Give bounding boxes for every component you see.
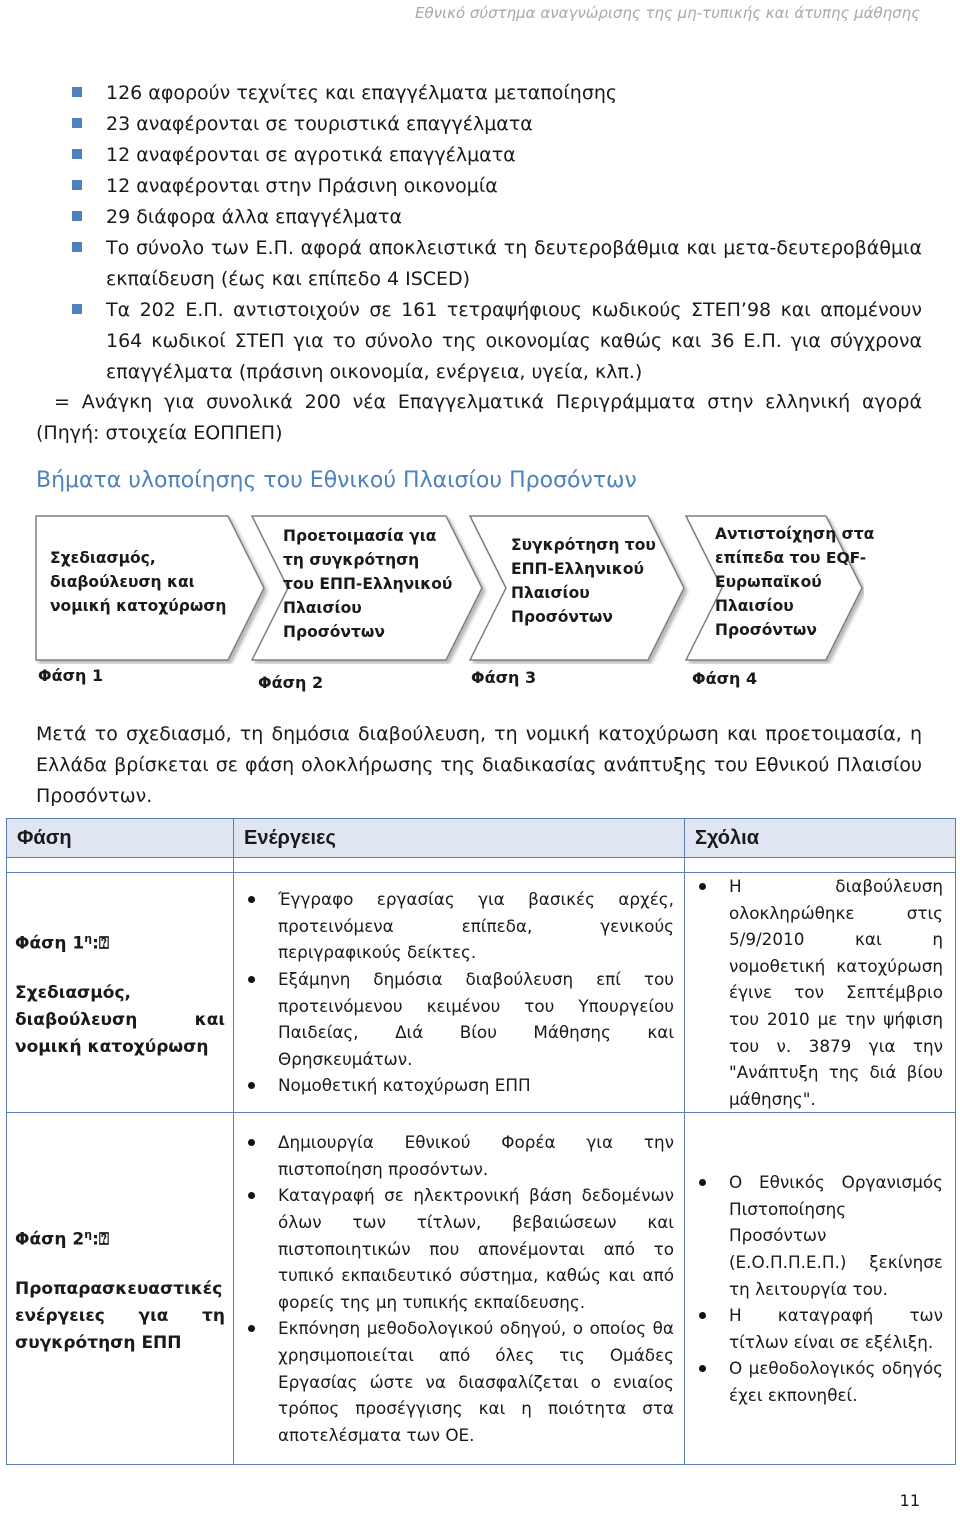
phase-3-label: Φάση 3 [471, 668, 537, 687]
bullet-item: 12 αναφέρονται στην Πράσινη οικονομία [70, 171, 922, 202]
table-header-row [7, 819, 956, 858]
phase-4-label: Φάση 4 [692, 669, 758, 688]
square-bullet-icon [72, 149, 82, 159]
bullet-dot-icon [248, 1192, 255, 1199]
header-actions: Ενέργειες [234, 819, 685, 858]
list-item: Εξάμηνη δημόσια διαβούλευση επί του προτεινόμενου κειμένου του Υπουργείου Παιδείας, Διά Βίου Μάθησης και Θρησκευμάτων. [240, 966, 674, 1072]
table-spacer-row [7, 858, 956, 873]
statistics-bullet-list [70, 78, 922, 388]
page-number: 11 [899, 1491, 920, 1510]
phase-2-label: Φάση 2 [258, 673, 324, 692]
running-header: Εθνικό σύστημα αναγνώρισης της μη-τυπικής και άτυπης μάθησης [415, 4, 920, 22]
phase-cell [7, 1113, 234, 1465]
bullet-dot-icon [248, 896, 255, 903]
square-bullet-icon [72, 180, 82, 190]
bullet-item: 23 αναφέρονται σε τουριστικά επαγγέλματα [70, 109, 922, 140]
phase-cell [7, 873, 234, 1113]
phase-number: Φάση $1^\eta:⍰$ [15, 931, 110, 954]
square-bullet-icon [72, 242, 82, 252]
bullet-dot-icon [699, 1179, 706, 1186]
step-1-text: Σχεδιασμός, διαβούλευση και νομική κατοχύρωση [50, 549, 227, 615]
list-item: Νομοθετική κατοχύρωση ΕΠΠ [240, 1072, 674, 1099]
list-item: Καταγραφή σε ηλεκτρονική βάση δεδομένων όλων των τίτλων, βεβαιώσεων και πιστοποιητικών που απονέμονται από το τυπικό εκπαιδευτικό σύστημα, καθώς και από φορείς της μη τυπικής εκπαίδευσης. [240, 1182, 674, 1315]
bullet-item: Τα 202 Ε.Π. αντιστοιχούν σε 161 τετραψήφιους κωδικούς ΣΤΕΠ’98 και απομένουν 164 κωδικοί ΣΤΕΠ για το σύνολο της οικονομίας καθώς και 36 Ε.Π. για σύγχρονα επαγγέλματα (πράσινη οικονομία, ενέργεια, υγεία, κλπ.) [70, 295, 922, 388]
section-title: Βήματα υλοποίησης του Εθνικού Πλαισίου Προσόντων [36, 468, 637, 493]
bullet-item: Το σύνολο των Ε.Π. αφορά αποκλειστικά τη δευτεροβάθμια και μετα-δευτεροβάθμια εκπαίδευση (έως και επίπεδο 4 ISCED) [70, 233, 922, 295]
bullet-dot-icon [248, 1325, 255, 1332]
list-item: Έγγραφο εργασίας για βασικές αρχές, προτεινόμενα επίπεδα, γενικούς περιγραφικούς δείκτες. [240, 886, 674, 966]
comments-cell [685, 873, 956, 1113]
phase-title: Σχεδιασμός, διαβούλευση και νομική κατοχύρωση [15, 982, 225, 1057]
comments-cell [685, 1113, 956, 1465]
square-bullet-icon [72, 87, 82, 97]
bullet-dot-icon [699, 1365, 706, 1372]
bullet-dot-icon [248, 976, 255, 983]
bullet-dot-icon [248, 1082, 255, 1089]
actions-cell [234, 873, 685, 1113]
summary-paragraph: Μετά το σχεδιασμό, τη δημόσια διαβούλευση, τη νομική κατοχύρωση και προετοιμασία, η Ελλάδα βρίσκεται σε φάση ολοκλήρωσης της διαδικασίας ανάπτυξης του Εθνικού Πλαισίου Προσόντων. [36, 723, 922, 807]
bullet-dot-icon [699, 883, 706, 890]
actions-cell [234, 1113, 685, 1465]
bullet-dot-icon [248, 1139, 255, 1146]
phases-table [6, 818, 956, 1465]
step-3-text: Συγκρότηση του ΕΠΠ-Ελληνικού Πλαισίου Προσόντων [511, 536, 656, 626]
step-4-text: Αντιστοίχηση στα επίπεδα του EQF-Ευρωπαϊκού Πλαισίου Προσόντων [715, 525, 875, 639]
list-item: Ο μεθοδολογικός οδηγός έχει εκπονηθεί. [691, 1355, 943, 1408]
step-2-text: Προετοιμασία για τη συγκρότηση του ΕΠΠ-Ελληνικού Πλαισίου Προσόντων [283, 527, 453, 641]
square-bullet-icon [72, 304, 82, 314]
bullet-dot-icon [699, 1312, 706, 1319]
header-comments: Σχόλια [685, 819, 956, 858]
phase-title: Προπαρασκευαστικές ενέργειες για τη συγκρότηση ΕΠΠ [15, 1278, 225, 1353]
need-paragraph: = Ανάγκη για συνολικά 200 νέα Επαγγελματικά Περιγράμματα στην ελληνική αγορά (Πηγή: στοιχεία ΕΟΠΠΕΠ) [36, 391, 922, 444]
list-item: Δημιουργία Εθνικού Φορέα για την πιστοποίηση προσόντων. [240, 1129, 674, 1182]
bullet-item: 12 αναφέρονται σε αγροτικά επαγγέλματα [70, 140, 922, 171]
bullet-item: 126 αφορούν τεχνίτες και επαγγέλματα μεταποίησης [70, 78, 922, 109]
phase-1-label: Φάση 1 [38, 666, 104, 685]
list-item: Εκπόνηση μεθοδολογικού οδηγού, ο οποίος θα χρησιμοποιείται από όλες τις Ομάδες Εργασίας ώστε να διασφαλίζεται ο ενιαίος τρόπος προσέγγισης και η ποιότητα στα αποτελέσματα των ΟΕ. [240, 1315, 674, 1448]
table-row [7, 1113, 956, 1465]
list-item: Η διαβούλευση ολοκληρώθηκε στις 5/9/2010 και η νομοθετική κατοχύρωση έγινε τον Σεπτέμβριο του 2010 με την ψήφιση του ν. 3879 για την "Ανάπτυξη της διά βίου μάθησης". [691, 873, 943, 1112]
square-bullet-icon [72, 118, 82, 128]
header-phase: Φάση [7, 819, 234, 858]
square-bullet-icon [72, 211, 82, 221]
list-item: Η καταγραφή των τίτλων είναι σε εξέλιξη. [691, 1302, 943, 1355]
bullet-item: 29 διάφορα άλλα επαγγέλματα [70, 202, 922, 233]
table-row [7, 873, 956, 1113]
phase-number: Φάση $2^\eta:⍰$ [15, 1228, 110, 1250]
list-item: Ο Εθνικός Οργανισμός Πιστοποίησης Προσόντων (Ε.Ο.Π.Π.Ε.Π.) ξεκίνησε τη λειτουργία του. [691, 1169, 943, 1302]
